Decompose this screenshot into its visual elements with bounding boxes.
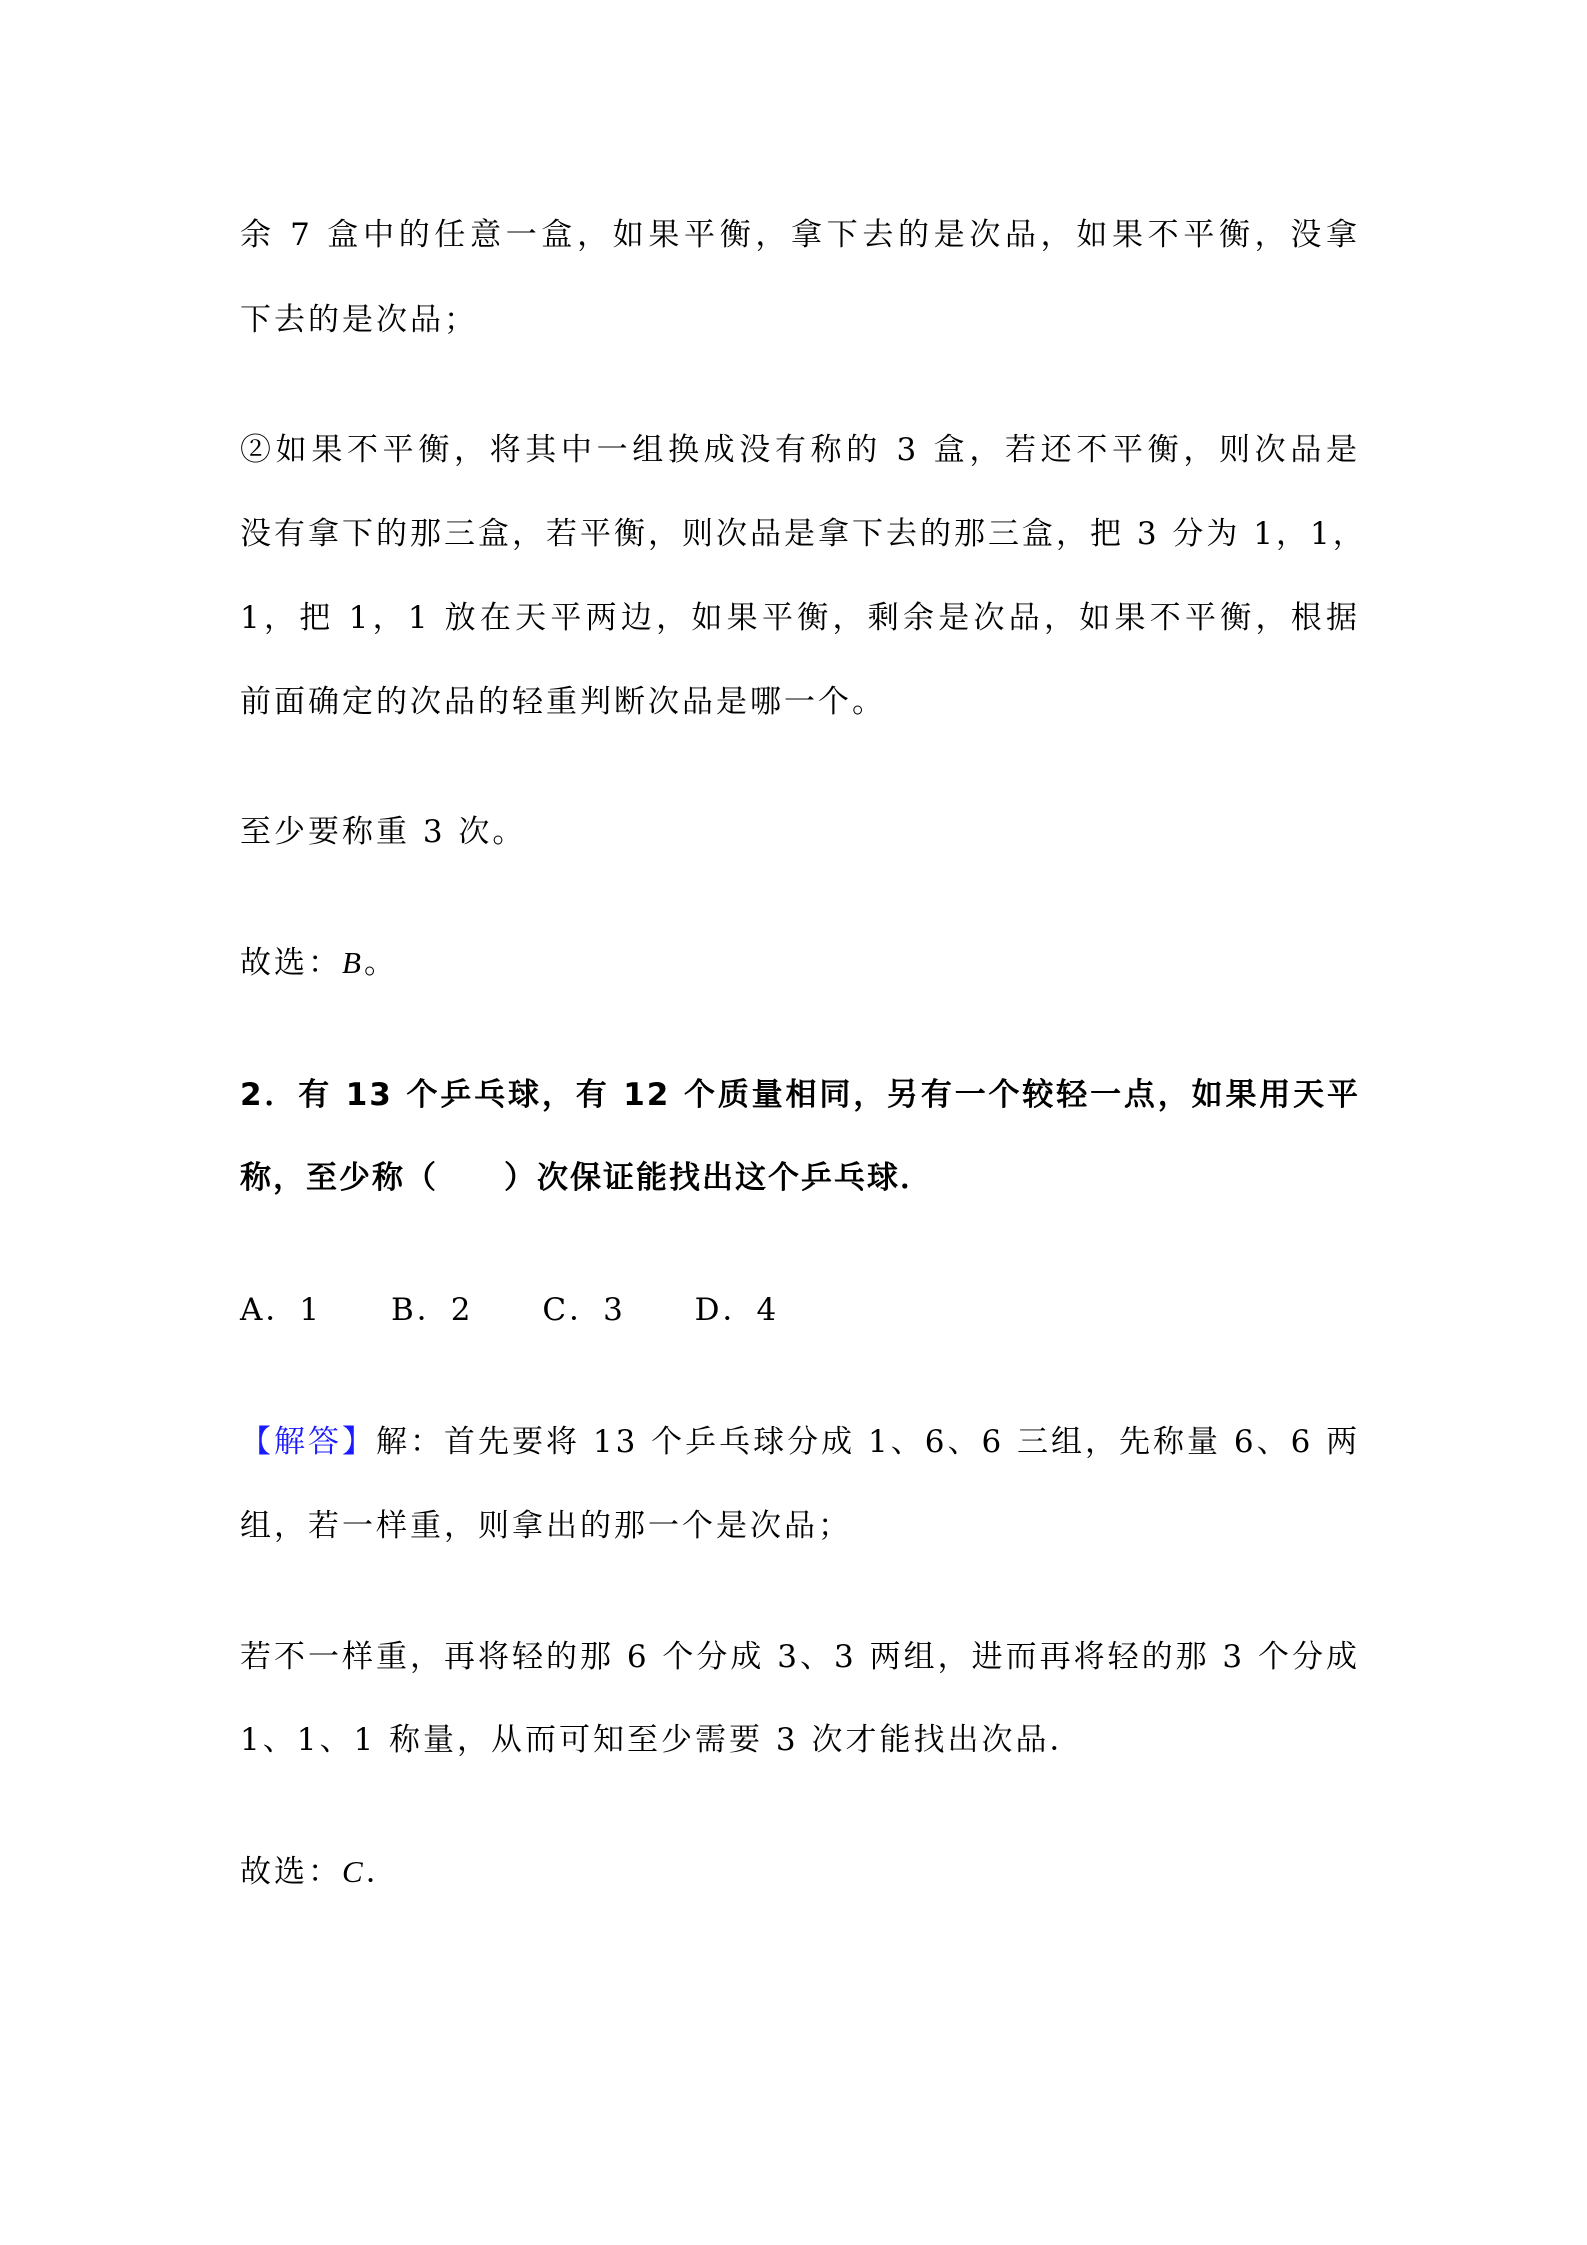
solution-line-3: 若不一样重，再将轻的那 6 个分成 3、3 两组，进而再将轻的那 3 个分成 — [240, 1639, 1361, 1675]
answer-suffix: ． — [365, 1854, 400, 1890]
option-c: C．3 — [542, 1292, 626, 1328]
option-d: D．4 — [694, 1292, 780, 1328]
solution-line-1 — [240, 1422, 1360, 1462]
solution-label: 【解答】 — [240, 1424, 376, 1460]
solution-line-2: 组，若一样重，则拿出的那一个是次品； — [240, 1508, 852, 1544]
answer-prefix: 故选： — [240, 945, 342, 981]
case2-line-2: 没有拿下的那三盒，若平衡，则次品是拿下去的那三盒，把 3 分为 1，1， — [240, 516, 1367, 552]
option-b: B．2 — [390, 1292, 474, 1328]
prev-solution-line-2: 下去的是次品； — [240, 302, 478, 338]
solution-text-1: 解：首先要将 13 个乒乓球分成 1、6、6 三组，先称量 6、6 两 — [376, 1424, 1361, 1460]
question2-answer — [240, 1852, 1360, 1892]
prev-conclusion: 至少要称重 3 次。 — [240, 814, 527, 850]
answer-suffix: 。 — [363, 945, 398, 981]
prev-answer — [240, 943, 1360, 983]
solution-line-4: 1、1、1 称量，从而可知至少需要 3 次才能找出次品． — [240, 1722, 1084, 1758]
question2-options — [240, 1290, 1360, 1330]
option-a: A．1 — [240, 1292, 323, 1328]
answer-prefix: 故选： — [240, 1854, 342, 1890]
question2-line-1: 2．有 13 个乒乓球，有 12 个质量相同，另有一个较轻一点，如果用天平 — [240, 1077, 1360, 1113]
prev-solution-line-1: 余 7 盒中的任意一盒，如果平衡，拿下去的是次品，如果不平衡，没拿 — [240, 217, 1360, 253]
case2-line-1: ②如果不平衡，将其中一组换成没有称的 3 盒，若还不平衡，则次品是 — [240, 432, 1360, 468]
answer-letter: C — [342, 1854, 366, 1889]
case2-line-3: 1，把 1，1 放在天平两边，如果平衡，剩余是次品，如果不平衡，根据 — [240, 600, 1360, 636]
question2-line-2: 称，至少称（ ）次保证能找出这个乒乓球． — [240, 1160, 933, 1196]
answer-letter: B — [342, 945, 364, 980]
case2-line-4: 前面确定的次品的轻重判断次品是哪一个。 — [240, 684, 886, 720]
